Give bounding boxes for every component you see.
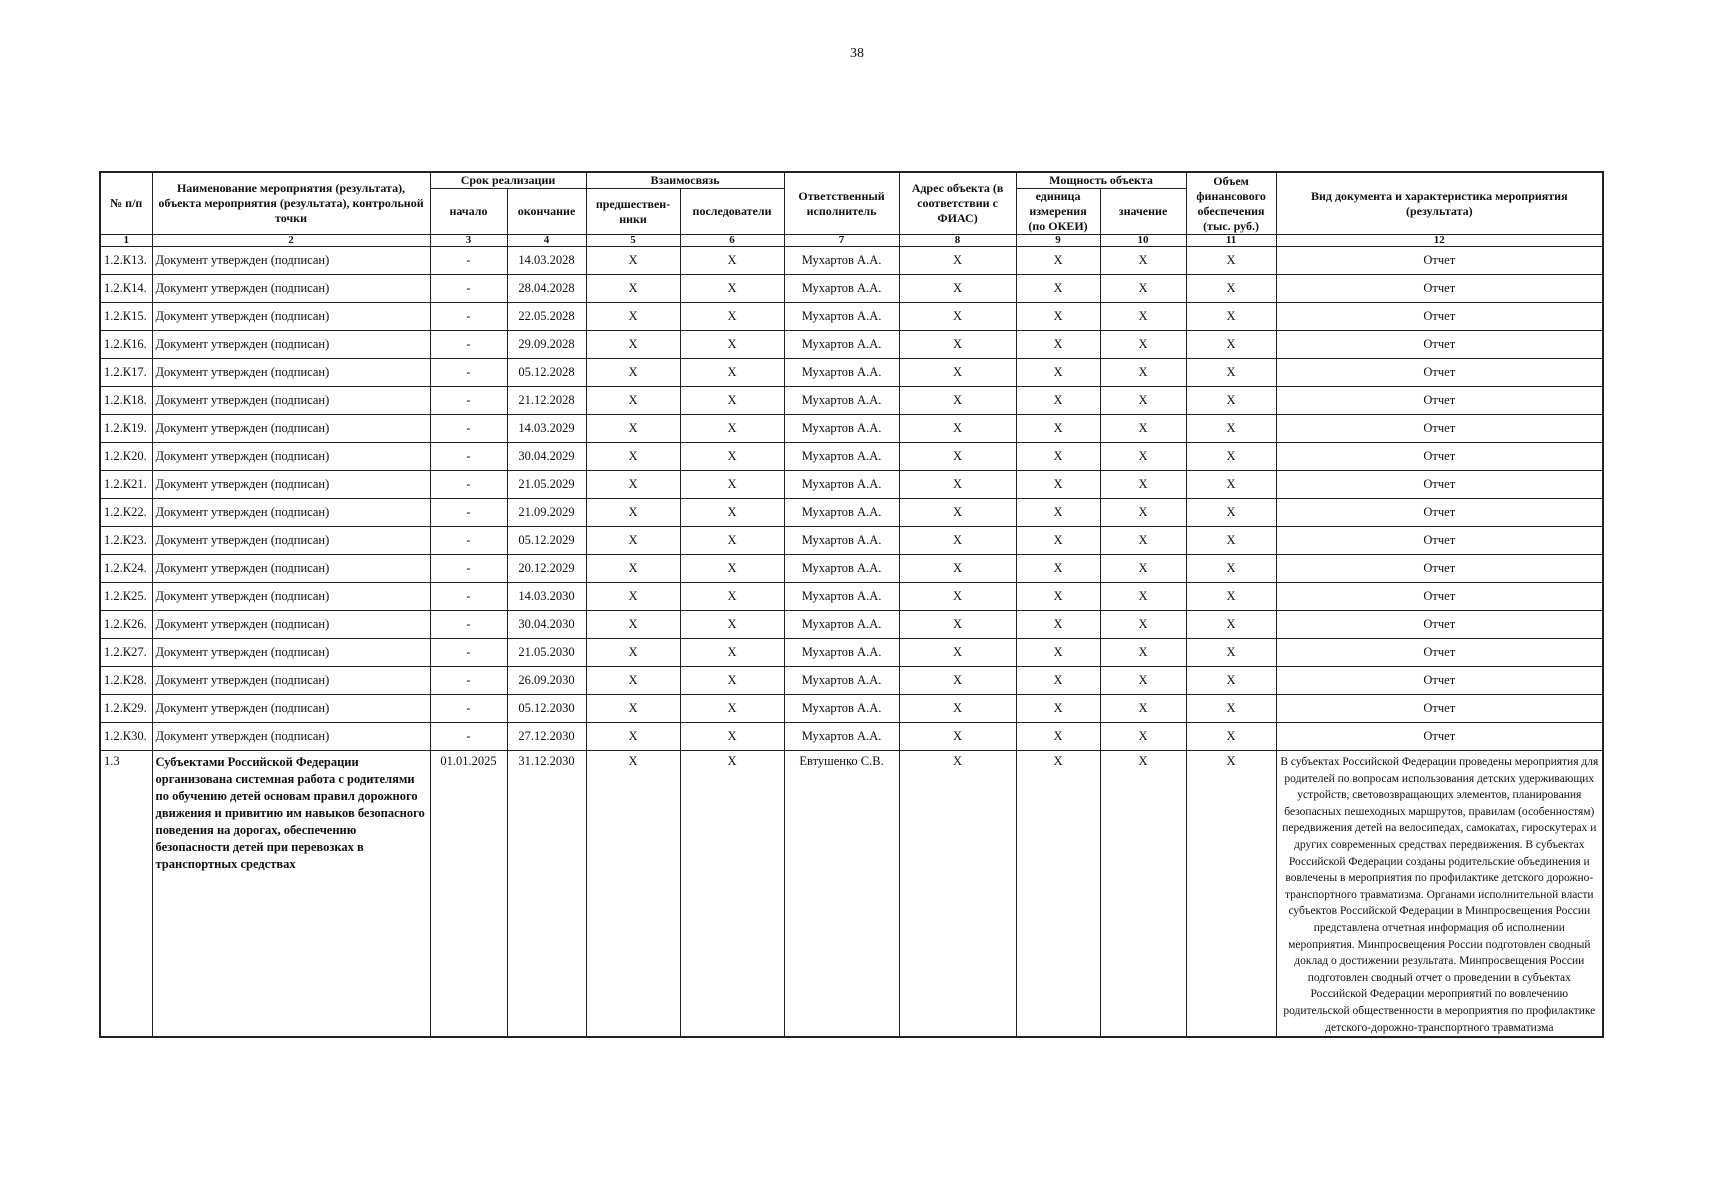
row-unit: X bbox=[1016, 415, 1100, 443]
header-predecessors: предшествен-ники bbox=[586, 189, 680, 235]
row-funding: X bbox=[1186, 359, 1276, 387]
row-start: - bbox=[430, 247, 507, 275]
table-row bbox=[100, 723, 1603, 751]
row-number: 1.2.К16. bbox=[100, 331, 152, 359]
row-unit: X bbox=[1016, 331, 1100, 359]
row-end: 28.04.2028 bbox=[507, 275, 586, 303]
table-row bbox=[100, 331, 1603, 359]
row-address: X bbox=[899, 499, 1016, 527]
row-value: X bbox=[1100, 611, 1186, 639]
row-end: 30.04.2030 bbox=[507, 611, 586, 639]
row-responsible: Мухартов А.А. bbox=[784, 499, 899, 527]
row-doc-type: Отчет bbox=[1276, 303, 1603, 331]
table-row bbox=[100, 359, 1603, 387]
row-name: Документ утвержден (подписан) bbox=[152, 359, 430, 387]
table-row bbox=[100, 667, 1603, 695]
result-value: X bbox=[1100, 751, 1186, 1038]
row-successors: X bbox=[680, 555, 784, 583]
row-funding: X bbox=[1186, 667, 1276, 695]
row-address: X bbox=[899, 555, 1016, 583]
row-successors: X bbox=[680, 443, 784, 471]
row-funding: X bbox=[1186, 415, 1276, 443]
row-predecessors: X bbox=[586, 611, 680, 639]
row-start: - bbox=[430, 471, 507, 499]
column-numbers-row bbox=[100, 235, 1603, 247]
row-doc-type: Отчет bbox=[1276, 723, 1603, 751]
row-doc-type: Отчет bbox=[1276, 499, 1603, 527]
row-number: 1.2.К18. bbox=[100, 387, 152, 415]
column-number: 4 bbox=[507, 235, 586, 247]
result-responsible: Евтушенко С.В. bbox=[784, 751, 899, 1038]
row-successors: X bbox=[680, 331, 784, 359]
row-doc-type: Отчет bbox=[1276, 415, 1603, 443]
column-number: 2 bbox=[152, 235, 430, 247]
row-end: 21.05.2029 bbox=[507, 471, 586, 499]
row-end: 05.12.2029 bbox=[507, 527, 586, 555]
row-end: 14.03.2029 bbox=[507, 415, 586, 443]
table-row bbox=[100, 415, 1603, 443]
row-address: X bbox=[899, 443, 1016, 471]
table-row bbox=[100, 583, 1603, 611]
result-start: 01.01.2025 bbox=[430, 751, 507, 1038]
row-number: 1.2.К20. bbox=[100, 443, 152, 471]
row-start: - bbox=[430, 611, 507, 639]
row-start: - bbox=[430, 723, 507, 751]
row-predecessors: X bbox=[586, 443, 680, 471]
row-value: X bbox=[1100, 415, 1186, 443]
result-address: X bbox=[899, 751, 1016, 1038]
column-number: 10 bbox=[1100, 235, 1186, 247]
row-funding: X bbox=[1186, 527, 1276, 555]
table-row bbox=[100, 695, 1603, 723]
row-end: 26.09.2030 bbox=[507, 667, 586, 695]
row-funding: X bbox=[1186, 555, 1276, 583]
row-unit: X bbox=[1016, 359, 1100, 387]
row-end: 27.12.2030 bbox=[507, 723, 586, 751]
row-successors: X bbox=[680, 695, 784, 723]
row-predecessors: X bbox=[586, 359, 680, 387]
row-doc-type: Отчет bbox=[1276, 359, 1603, 387]
row-successors: X bbox=[680, 471, 784, 499]
header-doc-type: Вид документа и характеристика мероприятия (результата) bbox=[1276, 172, 1603, 235]
row-unit: X bbox=[1016, 555, 1100, 583]
table-row bbox=[100, 387, 1603, 415]
row-start: - bbox=[430, 359, 507, 387]
row-unit: X bbox=[1016, 471, 1100, 499]
table-row bbox=[100, 527, 1603, 555]
row-responsible: Мухартов А.А. bbox=[784, 695, 899, 723]
row-predecessors: X bbox=[586, 723, 680, 751]
table-header bbox=[100, 172, 1603, 247]
row-predecessors: X bbox=[586, 247, 680, 275]
row-end: 14.03.2028 bbox=[507, 247, 586, 275]
column-number: 5 bbox=[586, 235, 680, 247]
row-start: - bbox=[430, 387, 507, 415]
row-name: Документ утвержден (подписан) bbox=[152, 331, 430, 359]
row-unit: X bbox=[1016, 499, 1100, 527]
row-funding: X bbox=[1186, 443, 1276, 471]
row-funding: X bbox=[1186, 387, 1276, 415]
row-predecessors: X bbox=[586, 331, 680, 359]
header-successors: последователи bbox=[680, 189, 784, 235]
row-predecessors: X bbox=[586, 555, 680, 583]
page-number: 38 bbox=[850, 46, 864, 61]
row-value: X bbox=[1100, 723, 1186, 751]
row-responsible: Мухартов А.А. bbox=[784, 443, 899, 471]
row-unit: X bbox=[1016, 723, 1100, 751]
row-responsible: Мухартов А.А. bbox=[784, 415, 899, 443]
row-funding: X bbox=[1186, 331, 1276, 359]
row-successors: X bbox=[680, 639, 784, 667]
row-doc-type: Отчет bbox=[1276, 331, 1603, 359]
row-name: Документ утвержден (подписан) bbox=[152, 583, 430, 611]
row-funding: X bbox=[1186, 723, 1276, 751]
row-funding: X bbox=[1186, 583, 1276, 611]
row-responsible: Мухартов А.А. bbox=[784, 275, 899, 303]
row-start: - bbox=[430, 303, 507, 331]
row-name: Документ утвержден (подписан) bbox=[152, 639, 430, 667]
row-responsible: Мухартов А.А. bbox=[784, 387, 899, 415]
row-unit: X bbox=[1016, 275, 1100, 303]
column-number: 9 bbox=[1016, 235, 1100, 247]
row-name: Документ утвержден (подписан) bbox=[152, 527, 430, 555]
row-doc-type: Отчет bbox=[1276, 583, 1603, 611]
row-successors: X bbox=[680, 611, 784, 639]
row-unit: X bbox=[1016, 583, 1100, 611]
row-responsible: Мухартов А.А. bbox=[784, 331, 899, 359]
result-description: В субъектах Российской Федерации проведены мероприятия для родителей по вопросам использования детских удерживающих устройств, световозвращающих элементов, планирования безопасных пешеходных маршрутов, правилам (особенностям) передвижения детей на велосипедах, самокатах, гироскутерах и других современных средствах передвижения. В субъектах Российской Федерации созданы родительские объединения и вовлечены в мероприятия по профилактике детского дорожно-транспортного травматизма. Органами исполнительной власти субъектов Российской Федерации в Минпросвещения России представлена отчетная информация об исполнении мероприятия. Минпросвещения России подготовлен сводный доклад о достижении результата. Минпросвещения России подготовлен сводный отчет о проведении в субъектах Российской Федерации мероприятий по вовлечению родительской общественности в мероприятия по профилактике детского-дорожно-транспортного травматизма bbox=[1276, 751, 1603, 1038]
result-row bbox=[100, 751, 1603, 1038]
row-responsible: Мухартов А.А. bbox=[784, 247, 899, 275]
table-row bbox=[100, 639, 1603, 667]
column-number: 1 bbox=[100, 235, 152, 247]
row-end: 21.12.2028 bbox=[507, 387, 586, 415]
header-responsible: Ответственный исполнитель bbox=[784, 172, 899, 235]
row-address: X bbox=[899, 527, 1016, 555]
row-name: Документ утвержден (подписан) bbox=[152, 667, 430, 695]
row-doc-type: Отчет bbox=[1276, 555, 1603, 583]
row-name: Документ утвержден (подписан) bbox=[152, 387, 430, 415]
row-doc-type: Отчет bbox=[1276, 695, 1603, 723]
row-doc-type: Отчет bbox=[1276, 443, 1603, 471]
row-start: - bbox=[430, 555, 507, 583]
row-responsible: Мухартов А.А. bbox=[784, 471, 899, 499]
row-end: 14.03.2030 bbox=[507, 583, 586, 611]
row-address: X bbox=[899, 471, 1016, 499]
row-value: X bbox=[1100, 639, 1186, 667]
plan-table bbox=[99, 171, 1604, 1038]
row-funding: X bbox=[1186, 471, 1276, 499]
row-number: 1.2.К17. bbox=[100, 359, 152, 387]
row-funding: X bbox=[1186, 303, 1276, 331]
row-predecessors: X bbox=[586, 583, 680, 611]
row-funding: X bbox=[1186, 695, 1276, 723]
row-start: - bbox=[430, 275, 507, 303]
row-predecessors: X bbox=[586, 471, 680, 499]
table-row bbox=[100, 555, 1603, 583]
row-unit: X bbox=[1016, 387, 1100, 415]
row-number: 1.2.К30. bbox=[100, 723, 152, 751]
row-doc-type: Отчет bbox=[1276, 387, 1603, 415]
row-number: 1.2.К24. bbox=[100, 555, 152, 583]
row-funding: X bbox=[1186, 247, 1276, 275]
row-end: 21.09.2029 bbox=[507, 499, 586, 527]
header-name: Наименование мероприятия (результата), объекта мероприятия (результата), контрольной точки bbox=[152, 172, 430, 235]
row-value: X bbox=[1100, 247, 1186, 275]
row-value: X bbox=[1100, 443, 1186, 471]
row-unit: X bbox=[1016, 667, 1100, 695]
row-responsible: Мухартов А.А. bbox=[784, 611, 899, 639]
row-value: X bbox=[1100, 471, 1186, 499]
row-end: 30.04.2029 bbox=[507, 443, 586, 471]
row-value: X bbox=[1100, 275, 1186, 303]
row-end: 05.12.2028 bbox=[507, 359, 586, 387]
table-row bbox=[100, 471, 1603, 499]
row-number: 1.2.К21. bbox=[100, 471, 152, 499]
row-responsible: Мухартов А.А. bbox=[784, 555, 899, 583]
row-value: X bbox=[1100, 667, 1186, 695]
row-name: Документ утвержден (подписан) bbox=[152, 471, 430, 499]
row-address: X bbox=[899, 303, 1016, 331]
row-end: 20.12.2029 bbox=[507, 555, 586, 583]
row-end: 29.09.2028 bbox=[507, 331, 586, 359]
row-name: Документ утвержден (подписан) bbox=[152, 247, 430, 275]
row-responsible: Мухартов А.А. bbox=[784, 303, 899, 331]
row-number: 1.2.К25. bbox=[100, 583, 152, 611]
row-name: Документ утвержден (подписан) bbox=[152, 695, 430, 723]
row-start: - bbox=[430, 415, 507, 443]
row-name: Документ утвержден (подписан) bbox=[152, 275, 430, 303]
table-body bbox=[100, 247, 1603, 1038]
row-predecessors: X bbox=[586, 275, 680, 303]
column-number: 6 bbox=[680, 235, 784, 247]
row-funding: X bbox=[1186, 611, 1276, 639]
row-successors: X bbox=[680, 583, 784, 611]
row-predecessors: X bbox=[586, 303, 680, 331]
row-responsible: Мухартов А.А. bbox=[784, 639, 899, 667]
row-address: X bbox=[899, 583, 1016, 611]
row-end: 21.05.2030 bbox=[507, 639, 586, 667]
row-address: X bbox=[899, 639, 1016, 667]
result-name: Субъектами Российской Федерации организована системная работа с родителями по обучению детей основам правил дорожного движения и привитию им навыков безопасного поведения на дорогах, обеспечению безопасности детей при перевозках в транспортных средствах bbox=[152, 751, 430, 1038]
row-name: Документ утвержден (подписан) bbox=[152, 499, 430, 527]
row-name: Документ утвержден (подписан) bbox=[152, 611, 430, 639]
row-number: 1.2.К19. bbox=[100, 415, 152, 443]
column-number: 3 bbox=[430, 235, 507, 247]
row-responsible: Мухартов А.А. bbox=[784, 527, 899, 555]
row-address: X bbox=[899, 359, 1016, 387]
row-funding: X bbox=[1186, 275, 1276, 303]
row-name: Документ утвержден (подписан) bbox=[152, 303, 430, 331]
row-successors: X bbox=[680, 527, 784, 555]
row-start: - bbox=[430, 443, 507, 471]
row-responsible: Мухартов А.А. bbox=[784, 583, 899, 611]
row-funding: X bbox=[1186, 499, 1276, 527]
row-predecessors: X bbox=[586, 639, 680, 667]
column-number: 7 bbox=[784, 235, 899, 247]
header-unit: единица измерения (по ОКЕИ) bbox=[1016, 189, 1100, 235]
row-number: 1.2.К28. bbox=[100, 667, 152, 695]
column-number: 12 bbox=[1276, 235, 1603, 247]
result-successors: X bbox=[680, 751, 784, 1038]
header-capacity: Мощность объекта bbox=[1016, 172, 1186, 189]
row-start: - bbox=[430, 527, 507, 555]
row-address: X bbox=[899, 667, 1016, 695]
row-successors: X bbox=[680, 275, 784, 303]
row-value: X bbox=[1100, 499, 1186, 527]
row-address: X bbox=[899, 415, 1016, 443]
row-unit: X bbox=[1016, 527, 1100, 555]
row-doc-type: Отчет bbox=[1276, 667, 1603, 695]
row-start: - bbox=[430, 583, 507, 611]
row-successors: X bbox=[680, 499, 784, 527]
row-number: 1.2.К15. bbox=[100, 303, 152, 331]
row-predecessors: X bbox=[586, 695, 680, 723]
row-value: X bbox=[1100, 303, 1186, 331]
row-predecessors: X bbox=[586, 387, 680, 415]
row-number: 1.2.К14. bbox=[100, 275, 152, 303]
row-predecessors: X bbox=[586, 527, 680, 555]
row-responsible: Мухартов А.А. bbox=[784, 723, 899, 751]
table-row bbox=[100, 499, 1603, 527]
row-number: 1.2.К22. bbox=[100, 499, 152, 527]
result-unit: X bbox=[1016, 751, 1100, 1038]
result-num: 1.3 bbox=[100, 751, 152, 1038]
row-address: X bbox=[899, 275, 1016, 303]
row-start: - bbox=[430, 695, 507, 723]
row-address: X bbox=[899, 247, 1016, 275]
row-doc-type: Отчет bbox=[1276, 471, 1603, 499]
row-value: X bbox=[1100, 331, 1186, 359]
column-number: 8 bbox=[899, 235, 1016, 247]
row-successors: X bbox=[680, 387, 784, 415]
row-responsible: Мухартов А.А. bbox=[784, 359, 899, 387]
row-address: X bbox=[899, 331, 1016, 359]
table-row bbox=[100, 247, 1603, 275]
header-term: Срок реализации bbox=[430, 172, 586, 189]
row-value: X bbox=[1100, 527, 1186, 555]
column-number: 11 bbox=[1186, 235, 1276, 247]
row-successors: X bbox=[680, 723, 784, 751]
row-unit: X bbox=[1016, 639, 1100, 667]
result-predecessors: X bbox=[586, 751, 680, 1038]
row-name: Документ утвержден (подписан) bbox=[152, 555, 430, 583]
row-address: X bbox=[899, 695, 1016, 723]
row-number: 1.2.К23. bbox=[100, 527, 152, 555]
row-name: Документ утвержден (подписан) bbox=[152, 443, 430, 471]
row-doc-type: Отчет bbox=[1276, 527, 1603, 555]
row-unit: X bbox=[1016, 247, 1100, 275]
row-unit: X bbox=[1016, 303, 1100, 331]
row-number: 1.2.К13. bbox=[100, 247, 152, 275]
row-start: - bbox=[430, 331, 507, 359]
row-start: - bbox=[430, 499, 507, 527]
header-num: № п/п bbox=[100, 172, 152, 235]
result-end: 31.12.2030 bbox=[507, 751, 586, 1038]
row-value: X bbox=[1100, 387, 1186, 415]
table-row bbox=[100, 275, 1603, 303]
header-relation: Взаимосвязь bbox=[586, 172, 784, 189]
row-unit: X bbox=[1016, 443, 1100, 471]
row-unit: X bbox=[1016, 611, 1100, 639]
row-successors: X bbox=[680, 359, 784, 387]
row-successors: X bbox=[680, 415, 784, 443]
row-number: 1.2.К29. bbox=[100, 695, 152, 723]
row-unit: X bbox=[1016, 695, 1100, 723]
header-address: Адрес объекта (в соответствии с ФИАС) bbox=[899, 172, 1016, 235]
row-name: Документ утвержден (подписан) bbox=[152, 415, 430, 443]
row-funding: X bbox=[1186, 639, 1276, 667]
table-row bbox=[100, 611, 1603, 639]
row-value: X bbox=[1100, 555, 1186, 583]
row-doc-type: Отчет bbox=[1276, 247, 1603, 275]
table-row bbox=[100, 303, 1603, 331]
row-doc-type: Отчет bbox=[1276, 275, 1603, 303]
row-start: - bbox=[430, 639, 507, 667]
row-value: X bbox=[1100, 583, 1186, 611]
header-end: окончание bbox=[507, 189, 586, 235]
row-responsible: Мухартов А.А. bbox=[784, 667, 899, 695]
row-successors: X bbox=[680, 667, 784, 695]
row-value: X bbox=[1100, 359, 1186, 387]
row-name: Документ утвержден (подписан) bbox=[152, 723, 430, 751]
table-row bbox=[100, 443, 1603, 471]
row-address: X bbox=[899, 611, 1016, 639]
row-predecessors: X bbox=[586, 667, 680, 695]
row-end: 05.12.2030 bbox=[507, 695, 586, 723]
header-value: значение bbox=[1100, 189, 1186, 235]
row-address: X bbox=[899, 387, 1016, 415]
row-doc-type: Отчет bbox=[1276, 611, 1603, 639]
header-start: начало bbox=[430, 189, 507, 235]
row-value: X bbox=[1100, 695, 1186, 723]
result-funding: X bbox=[1186, 751, 1276, 1038]
row-number: 1.2.К27. bbox=[100, 639, 152, 667]
row-start: - bbox=[430, 667, 507, 695]
row-successors: X bbox=[680, 247, 784, 275]
header-funding: Объем финансового обеспечения (тыс. руб.) bbox=[1186, 172, 1276, 235]
row-predecessors: X bbox=[586, 415, 680, 443]
row-address: X bbox=[899, 723, 1016, 751]
row-successors: X bbox=[680, 303, 784, 331]
row-predecessors: X bbox=[586, 499, 680, 527]
row-doc-type: Отчет bbox=[1276, 639, 1603, 667]
row-end: 22.05.2028 bbox=[507, 303, 586, 331]
row-number: 1.2.К26. bbox=[100, 611, 152, 639]
